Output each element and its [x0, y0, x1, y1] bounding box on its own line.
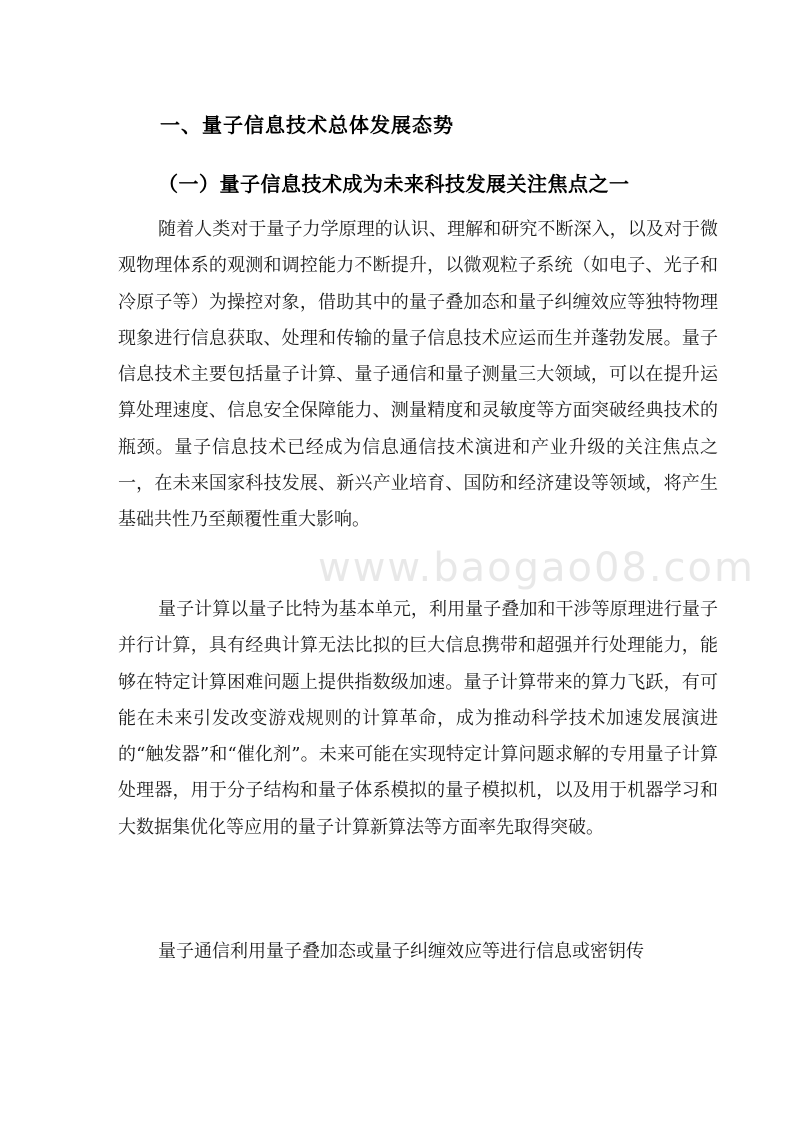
section-heading: 一、量子信息技术总体发展态势 [160, 113, 454, 137]
paragraph-quantum-computing: 量子计算以量子比特为基本单元，利用量子叠加和干涉等原理进行量子并行计算，具有经典计算无法比拟的巨大信息携带和超强并行处理能力，能够在特定计算困难问题上提供指数级加速。量子计算带来的算力飞跃，有可能在未来引发改变游戏规则的计算革命，成为推动科学技术加速发展演进的“触发器”和“催化剂”。未来可能在实现特定计算问题求解的专用量子计算处理器，用于分子结构和量子体系模拟的量子模拟机，以及用于机器学习和大数据集优化等应用的量子计算新算法等方面率先取得突破。 [118, 599, 718, 838]
watermark: www.baogao08.com [318, 545, 755, 591]
paragraph-quantum-overview: 随着人类对于量子力学原理的认识、理解和研究不断深入，以及对于微观物理体系的观测和调控能力不断提升，以微观粒子系统（如电子、光子和冷原子等）为操控对象，借助其中的量子叠加态和量子纠缠效应等独特物理现象进行信息获取、处理和传输的量子信息技术应运而生并蓬勃发展。量子信息技术主要包括量子计算、量子通信和量子测量三大领域，可以在提升运算处理速度、信息安全保障能力、测量精度和灵敏度等方面突破经典技术的瓶颈。量子信息技术已经成为信息通信技术演进和产业升级的关注焦点之一，在未来国家科技发展、新兴产业培育、国防和经济建设等领域，将产生基础共性乃至颠覆性重大影响。 [118, 219, 718, 531]
paragraph-quantum-communication: 量子通信利用量子叠加态或量子纠缠效应等进行信息或密钥传 [158, 941, 644, 962]
subsection-heading: （一）量子信息技术成为未来科技发展关注焦点之一 [158, 172, 630, 196]
